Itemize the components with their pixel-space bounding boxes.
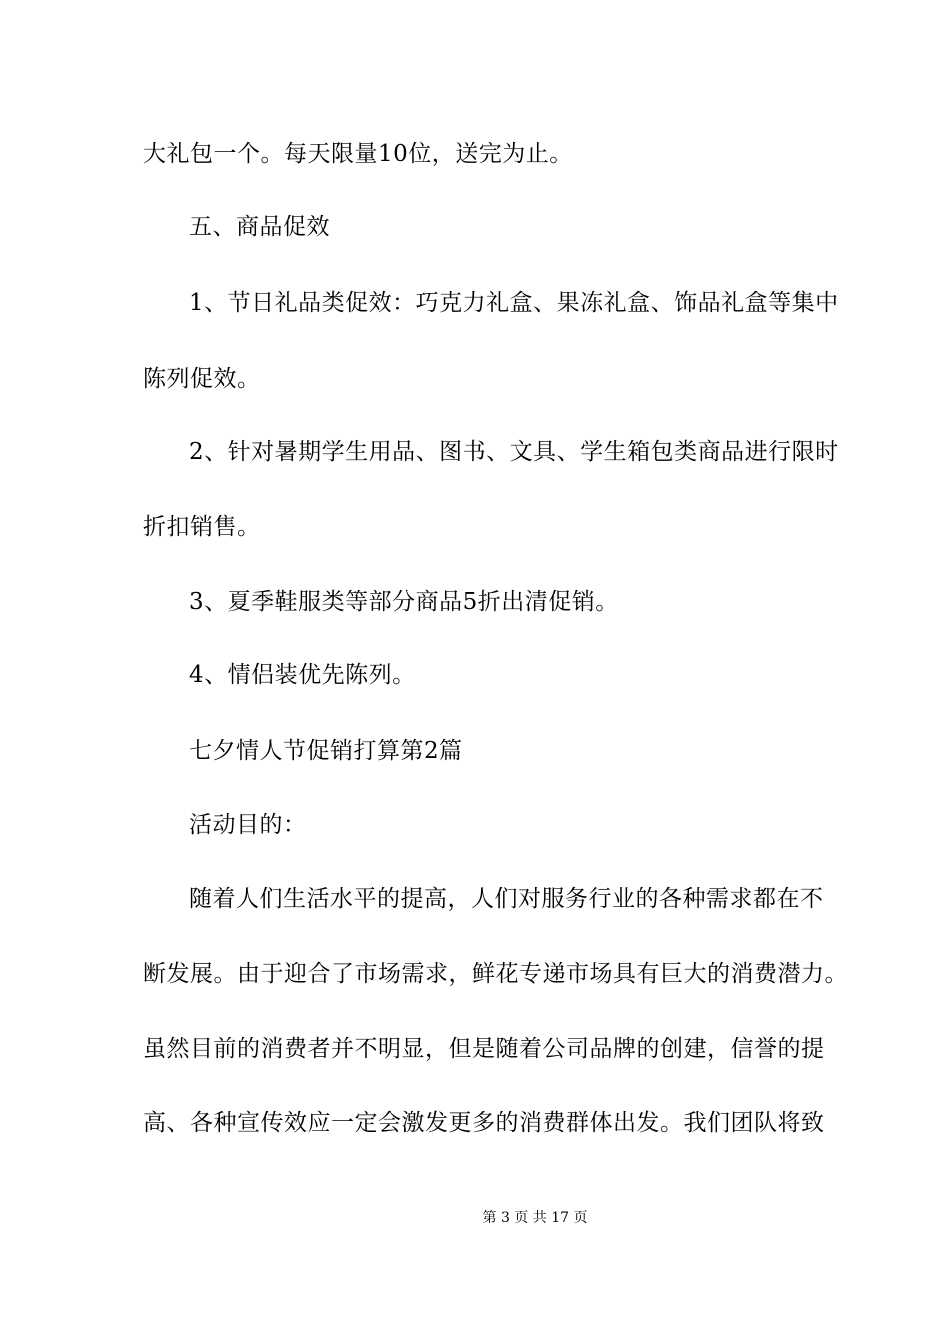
page-number-footer: 第 3 页 共 17 页 (482, 1210, 588, 1226)
paragraph-line: 随着人们生活水平的提高，人们对服务行业的各种需求都在不 (189, 886, 824, 912)
paragraph-line: 断发展。由于迎合了市场需求，鲜花专递市场具有巨大的消费潜力。 (143, 961, 848, 987)
paragraph-line: 3、夏季鞋服类等部分商品5折出清促销。 (189, 589, 619, 615)
section-heading: 活动目的： (189, 812, 307, 838)
paragraph-line: 陈列促效。 (143, 366, 261, 392)
article-title: 七夕情人节促销打算第2篇 (189, 738, 463, 764)
paragraph-line: 4、情侣装优先陈列。 (189, 662, 416, 688)
paragraph-line: 大礼包一个。每天限量10位，送完为止。 (143, 141, 573, 167)
paragraph-line: 折扣销售。 (143, 514, 261, 540)
paragraph-line: 1、节日礼品类促效：巧克力礼盒、果冻礼盒、饰品礼盒等集中 (189, 290, 839, 316)
section-heading: 五、商品促效 (189, 214, 330, 240)
paragraph-line: 高、各种宣传效应一定会激发更多的消费群体出发。我们团队将致 (143, 1110, 825, 1136)
paragraph-line: 虽然目前的消费者并不明显，但是随着公司品牌的创建，信誉的提 (143, 1036, 825, 1062)
paragraph-line: 2、针对暑期学生用品、图书、文具、学生箱包类商品进行限时 (189, 439, 839, 465)
